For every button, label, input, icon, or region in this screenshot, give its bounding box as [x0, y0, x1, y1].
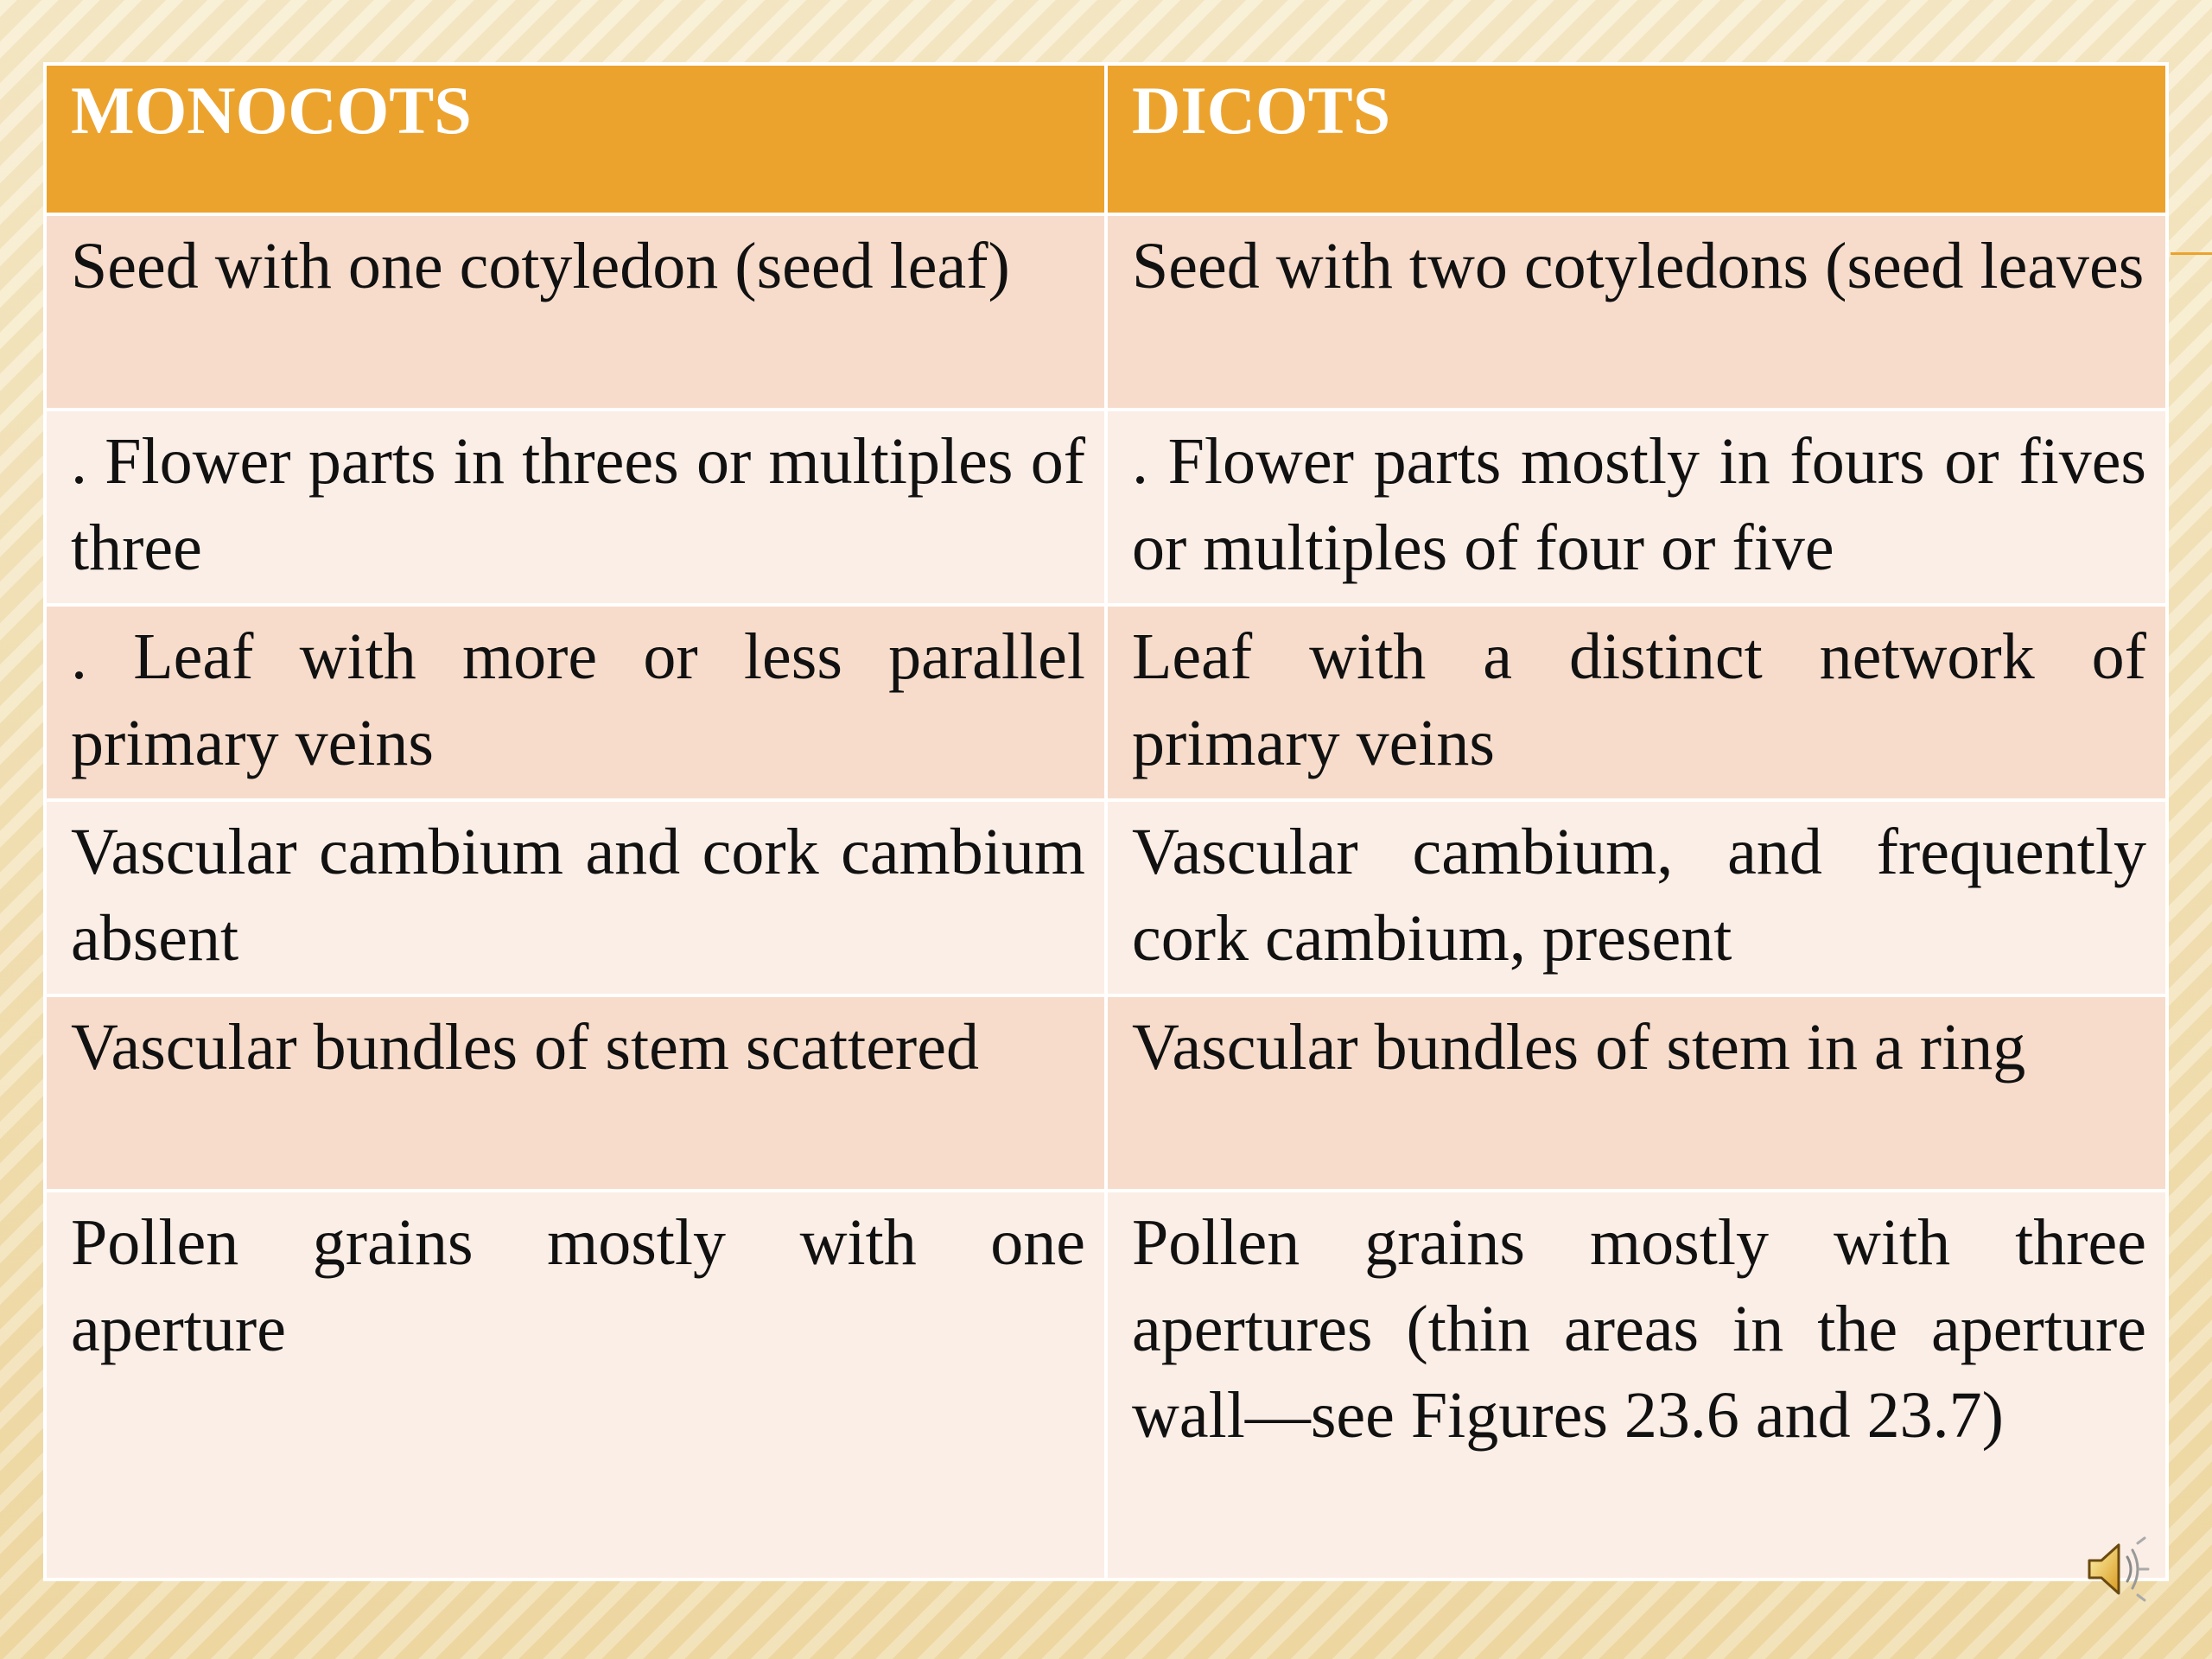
dicot-cell: Pollen grains mostly with three apertures (thin areas in the aperture wall—see Figures 23.6 and 23.7) [1106, 1191, 2167, 1580]
table-row [45, 605, 2167, 800]
table-row [45, 214, 2167, 410]
decorative-side-line [2171, 252, 2212, 255]
table-row [45, 410, 2167, 605]
dicot-cell: Seed with two cotyledons (seed leaves [1106, 214, 2167, 410]
speaker-icon-graphic [2082, 1535, 2152, 1604]
comparison-table [43, 62, 2169, 1581]
table-row [45, 800, 2167, 995]
monocot-cell: . Leaf with more or less parallel primary veins [45, 605, 1106, 800]
dicot-cell: . Flower parts mostly in fours or fives or multiples of four or five [1106, 410, 2167, 605]
monocot-cell: Seed with one cotyledon (seed leaf) [45, 214, 1106, 410]
monocot-cell: Vascular bundles of stem scattered [45, 995, 1106, 1191]
dicot-cell: Vascular cambium, and frequently cork cambium, present [1106, 800, 2167, 995]
speaker-icon[interactable] [2082, 1535, 2152, 1604]
monocot-cell: Pollen grains mostly with one aperture [45, 1191, 1106, 1580]
table-row [45, 1191, 2167, 1580]
table-header-row [45, 64, 2167, 214]
table-row [45, 995, 2167, 1191]
dicot-cell: Leaf with a distinct network of primary veins [1106, 605, 2167, 800]
header-dicots: DICOTS [1106, 64, 2167, 214]
monocot-cell: . Flower parts in threes or multiples of three [45, 410, 1106, 605]
header-monocots: MONOCOTS [45, 64, 1106, 214]
dicot-cell: Vascular bundles of stem in a ring [1106, 995, 2167, 1191]
monocot-cell: Vascular cambium and cork cambium absent [45, 800, 1106, 995]
